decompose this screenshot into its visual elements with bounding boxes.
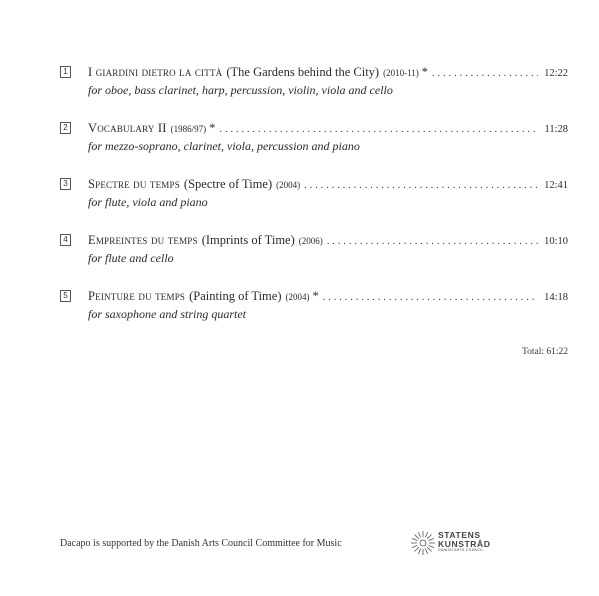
track-number: 1 bbox=[60, 66, 71, 78]
track-star: * bbox=[312, 289, 319, 303]
total-duration: Total: 61:22 bbox=[521, 347, 568, 357]
track-4 bbox=[60, 232, 568, 265]
track-5 bbox=[60, 288, 568, 321]
track-number: 4 bbox=[60, 234, 71, 246]
track-title: Peinture du temps bbox=[88, 289, 186, 303]
track-number: 5 bbox=[60, 290, 71, 302]
track-duration: 14:18 bbox=[544, 292, 568, 303]
track-year: (2004) bbox=[276, 180, 301, 190]
track-1 bbox=[60, 64, 568, 97]
track-subtitle: (The Gardens behind the City) bbox=[226, 65, 380, 79]
logo-line-1: STATENS bbox=[438, 530, 481, 540]
dot-leader bbox=[327, 233, 538, 249]
arts-council-logo bbox=[410, 530, 500, 556]
track-star: * bbox=[421, 65, 428, 79]
track-instruments: for flute and cello bbox=[88, 251, 174, 265]
track-duration: 12:22 bbox=[544, 68, 568, 79]
track-title: Spectre du temps bbox=[88, 177, 180, 191]
track-subtitle: (Spectre of Time) bbox=[183, 177, 273, 191]
track-subtitle: (Imprints of Time) bbox=[201, 233, 295, 247]
logo-line-2: KUNSTRÅD bbox=[438, 538, 491, 549]
track-instruments: for oboe, bass clarinet, harp, percussion, violin, viola and cello bbox=[88, 83, 393, 97]
dot-leader bbox=[323, 289, 538, 305]
track-title: Empreintes du temps bbox=[88, 233, 198, 247]
track-subtitle: (Painting of Time) bbox=[189, 289, 282, 303]
track-title: Vocabulary II bbox=[88, 121, 167, 135]
track-instruments: for mezzo-soprano, clarinet, viola, percussion and piano bbox=[88, 139, 360, 153]
dot-leader bbox=[219, 121, 538, 137]
logo-line-3: DANISH ARTS COUNCIL bbox=[438, 548, 484, 552]
sunburst-icon bbox=[410, 530, 436, 556]
track-3 bbox=[60, 176, 568, 209]
track-year: (2004) bbox=[285, 292, 310, 302]
track-year: (1986/97) bbox=[170, 124, 207, 134]
dot-leader bbox=[432, 65, 538, 81]
track-title: I giardini dietro la città bbox=[88, 65, 223, 79]
track-instruments: for flute, viola and piano bbox=[88, 195, 208, 209]
track-duration: 10:10 bbox=[544, 236, 568, 247]
track-number: 2 bbox=[60, 122, 71, 134]
track-year: (2010-11) bbox=[383, 68, 419, 78]
funding-note: Dacapo is supported by the Danish Arts Council Committee for Music bbox=[60, 538, 342, 549]
dot-leader bbox=[304, 177, 538, 193]
track-instruments: for saxophone and string quartet bbox=[88, 307, 246, 321]
track-star: * bbox=[209, 121, 216, 135]
track-duration: 11:28 bbox=[544, 124, 568, 135]
track-year: (2006) bbox=[298, 236, 323, 246]
track-2 bbox=[60, 120, 568, 153]
track-number: 3 bbox=[60, 178, 71, 190]
track-duration: 12:41 bbox=[544, 180, 568, 191]
